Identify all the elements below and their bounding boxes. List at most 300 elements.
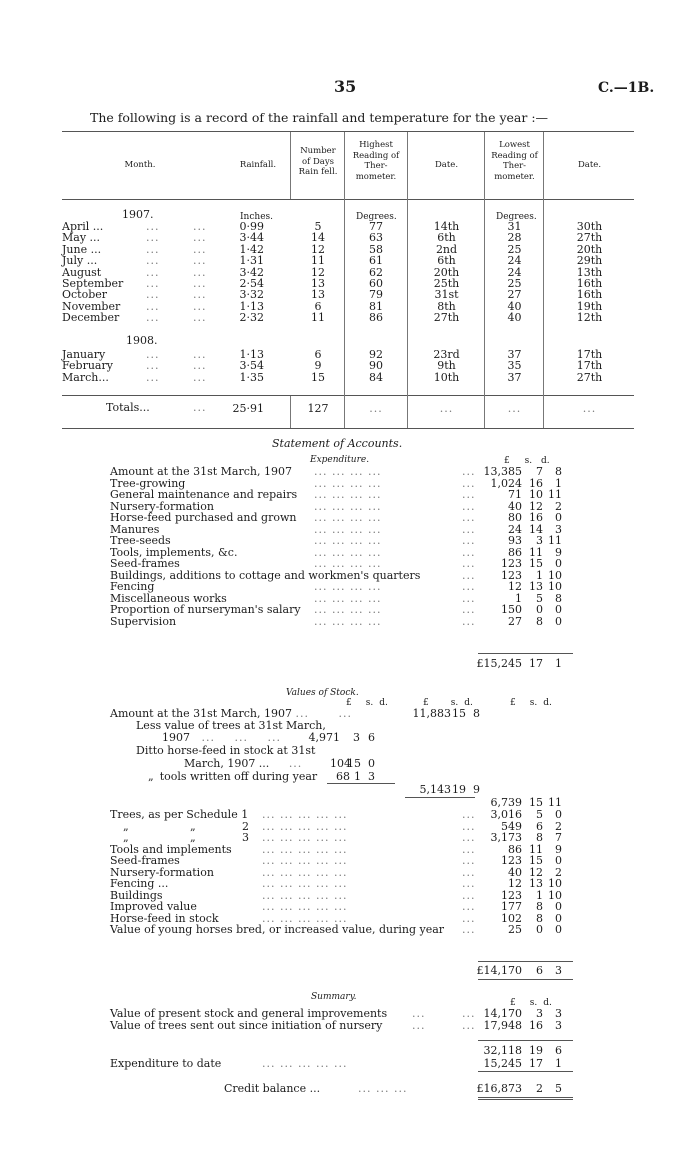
- high-date-cell: 27th: [433, 311, 460, 325]
- expenditure-shillings: 11: [529, 545, 543, 559]
- stock-item-shillings: 15: [529, 854, 543, 867]
- expenditure-label: Miscellaneous works: [110, 591, 227, 605]
- statement-title: Statement of Accounts.: [272, 437, 403, 450]
- expenditure-label: Tree-seeds: [110, 534, 171, 547]
- expenditure-label: Proportion of nurseryman's salary: [110, 603, 301, 616]
- days-cell: 12: [311, 242, 325, 256]
- deductions-total-shillings: 19: [452, 783, 466, 796]
- leader-dots: ... ... ... ...: [314, 614, 382, 628]
- expenditure-label: Tree-growing: [110, 476, 186, 490]
- days-cell: 12: [311, 265, 325, 279]
- rainfall-cell: 3·32: [239, 288, 264, 302]
- stock-item-pounds: 3,016: [490, 808, 522, 821]
- month-cell: September: [62, 277, 124, 290]
- total-rainfall: 25·91: [232, 402, 264, 415]
- stock-net-pounds: 6,739: [490, 796, 522, 809]
- stock-item-row: [0, 844, 700, 856]
- summary-label: Value of trees sent out since initiation of nursery: [110, 1019, 383, 1032]
- less-trees-value-pounds: 4,971: [308, 731, 340, 744]
- expenditure-pence: 8: [555, 591, 562, 605]
- leader-dots: ...: [462, 1007, 476, 1020]
- expenditure-pence: 0: [555, 511, 562, 524]
- expenditure-pounds: 150: [501, 603, 522, 616]
- expenditure-shillings: 1: [536, 568, 543, 582]
- expenditure-pence: 1: [555, 476, 562, 490]
- leader-dots: ...: [412, 1019, 426, 1032]
- leader-dots: ...: [193, 311, 207, 325]
- stock-total-shillings: 6: [536, 964, 543, 977]
- stock-item-shillings: 6: [536, 819, 543, 833]
- stock-item-pounds: 25: [508, 923, 522, 936]
- summary-value-pounds: 14,170: [483, 1007, 522, 1020]
- stock-amount-pence: 8: [473, 707, 480, 720]
- lowest-cell: 24: [507, 265, 522, 279]
- rainfall-cell: 0·99: [239, 220, 264, 233]
- lowest-cell: 25: [507, 242, 522, 256]
- summary-value-shillings: 16: [529, 1019, 543, 1032]
- stock-item-label: Horse-feed in stock: [110, 911, 219, 925]
- leader-dots: ... ... ... ...: [314, 580, 382, 593]
- stock-item-pence: 0: [555, 911, 562, 925]
- days-cell: 14: [311, 231, 325, 245]
- expenditure-pounds: 27: [508, 614, 522, 628]
- leader-dots: ...: [146, 277, 160, 290]
- expenditure-to-date-shillings: 17: [529, 1057, 543, 1070]
- days-cell: 6: [314, 299, 322, 313]
- stock-item-row: [0, 878, 700, 890]
- leader-dots: ...: [462, 614, 476, 628]
- expenditure-pence: 0: [555, 614, 562, 628]
- tools-written-off-label: „ tools written off during year: [148, 770, 318, 783]
- expenditure-pence: 11: [548, 488, 562, 501]
- stock-item-shillings: 12: [529, 865, 543, 879]
- deductions-total-pounds: 5,143: [419, 783, 451, 796]
- leader-dots: ...: [193, 277, 207, 290]
- col-month-header: Month.: [124, 160, 156, 170]
- rain-row: [0, 349, 700, 360]
- total-days: 127: [307, 402, 329, 415]
- rainfall-cell: 1·13: [239, 299, 264, 313]
- leader-dots: ... ... ... ...: [314, 557, 382, 570]
- days-cell: 5: [314, 220, 322, 233]
- stock-amount-label: Amount at the 31st March, 1907 ... ...: [110, 707, 352, 720]
- rain-row: [0, 244, 700, 255]
- expenditure-label: Horse-feed purchased and grown: [110, 511, 297, 524]
- ditto-mark: „: [123, 831, 129, 844]
- stock-title: Values of Stock.: [286, 688, 359, 698]
- low-date-cell: 16th: [576, 277, 603, 290]
- stock-item-row: [0, 821, 700, 833]
- tools-value-pounds: 68: [336, 770, 350, 783]
- days-cell: 11: [311, 311, 325, 325]
- high-date-cell: 10th: [433, 370, 460, 384]
- stock-item-pence: 0: [555, 854, 562, 867]
- leader-dots: ...: [462, 1019, 476, 1032]
- leader-dots: ...: [462, 534, 476, 547]
- stock-currency-header-1: £ s. d.: [346, 698, 388, 708]
- expenditure-pence: 8: [555, 465, 562, 478]
- low-date-cell: 20th: [576, 242, 603, 256]
- rainfall-cell: 1·35: [239, 370, 264, 384]
- leader-dots: ... ... ... ... ...: [262, 808, 348, 821]
- stock-item-shillings: 8: [536, 831, 543, 844]
- highest-cell: 81: [369, 299, 383, 313]
- leader-dots: ...: [146, 370, 160, 384]
- stock-item-pence: 10: [548, 877, 562, 890]
- leader-dots: ... ... ... ...: [314, 545, 382, 559]
- expenditure-label: Supervision: [110, 614, 177, 628]
- stock-item-pounds: 102: [501, 911, 522, 925]
- expenditure-total-pence: 1: [555, 657, 562, 670]
- summary-subtotal-pence: 6: [555, 1044, 562, 1057]
- summary-value-pence: 3: [555, 1007, 562, 1020]
- expenditure-shillings: 15: [529, 557, 543, 570]
- expenditure-shillings: 7: [536, 465, 543, 478]
- rainfall-cell: 1·31: [239, 254, 264, 268]
- col-date2-header: Date.: [577, 160, 602, 170]
- highest-cell: 58: [369, 242, 383, 256]
- rain-row: [0, 232, 700, 243]
- expenditure-pounds: 80: [508, 511, 522, 524]
- currency-header: £ s. d.: [504, 456, 550, 466]
- leader-dots: ... ... ... ... ...: [262, 877, 348, 890]
- leader-dots: ...: [462, 831, 476, 844]
- leader-dots: ... ... ... ...: [314, 511, 382, 524]
- leader-dots: ...: [462, 854, 476, 867]
- expenditure-pounds: 1: [515, 591, 522, 605]
- rain-row: [0, 255, 700, 266]
- low-date-cell: 19th: [576, 299, 603, 313]
- stock-item-shillings: 1: [536, 888, 543, 902]
- rain-row: [0, 372, 700, 383]
- stock-item-pence: 7: [555, 831, 562, 844]
- month-cell: June ...: [62, 242, 102, 256]
- leader-dots: ...: [462, 557, 476, 570]
- high-date-cell: 31st: [434, 288, 459, 302]
- stock-item-pounds: 549: [501, 819, 522, 833]
- leader-dots: ... ... ... ... ...: [262, 842, 348, 856]
- stock-item-pounds: 177: [501, 900, 522, 913]
- leader-dots: ...: [146, 231, 160, 245]
- stock-item-shillings: 8: [536, 911, 543, 925]
- horsefeed-value-pounds: 104: [330, 757, 351, 770]
- stock-item-pence: 0: [555, 900, 562, 913]
- low-date-cell: 27th: [576, 370, 603, 384]
- intro-text: The following is a record of the rainfall and temperature for the year :—: [90, 110, 549, 125]
- leader-dots: ...: [412, 1007, 426, 1020]
- low-date-cell: 12th: [576, 311, 603, 325]
- col-lowest-header: Lowest Reading of Ther- mometer.: [491, 140, 538, 182]
- expenditure-total-pounds: £15,245: [476, 657, 522, 670]
- leader-dots: ... ... ... ...: [314, 465, 382, 478]
- less-trees-line1: Less value of trees at 31st March,: [136, 719, 326, 732]
- stock-item-pounds: 86: [508, 842, 522, 856]
- lowest-cell: 28: [507, 231, 522, 245]
- stock-item-row: [0, 832, 700, 844]
- month-cell: March...: [62, 370, 109, 384]
- highest-cell: 92: [369, 348, 383, 361]
- leader-dots: ... ... ... ...: [314, 534, 382, 547]
- rainfall-cell: 3·42: [239, 265, 264, 279]
- low-date-cell: 16th: [576, 288, 603, 302]
- expenditure-pounds: 93: [508, 534, 522, 547]
- expenditure-shillings: 16: [529, 476, 543, 490]
- stock-net-pence: 11: [548, 796, 562, 809]
- expenditure-pounds: 40: [508, 499, 522, 513]
- expenditure-label: Amount at the 31st March, 1907: [110, 465, 292, 478]
- highest-cell: 79: [369, 288, 383, 302]
- low-date-cell: 13th: [576, 265, 603, 279]
- unit-degrees-low: Degrees.: [496, 212, 537, 222]
- stock-item-pounds: 123: [501, 888, 522, 902]
- expenditure-pence: 0: [555, 557, 562, 570]
- expenditure-shillings: 13: [529, 580, 543, 593]
- leader-dots: ... ... ... ...: [314, 591, 382, 605]
- leader-dots: ...: [146, 220, 160, 233]
- month-cell: January: [62, 348, 106, 361]
- stock-amount-shillings: 15: [452, 707, 466, 720]
- leader-dots: ... ... ... ... ...: [262, 831, 348, 844]
- stock-item-row: [0, 924, 700, 936]
- leader-dots: ...: [462, 911, 476, 925]
- expenditure-shillings: 3: [536, 534, 543, 547]
- highest-cell: 77: [369, 220, 383, 233]
- low-date-cell: 29th: [576, 254, 603, 268]
- total-date-empty: ...: [439, 402, 454, 415]
- days-cell: 6: [314, 348, 322, 361]
- leader-dots: ...: [462, 465, 476, 478]
- totals-label: Totals...: [106, 401, 150, 414]
- month-cell: December: [62, 311, 120, 325]
- year-1907-label: 1907.: [122, 208, 154, 221]
- leader-dots: ...: [462, 808, 476, 821]
- expenditure-pence: 3: [555, 522, 562, 536]
- leader-dots: ... ... ... ...: [314, 522, 382, 536]
- stock-item-label: Tools and implements: [110, 842, 232, 856]
- leader-dots: ...: [193, 231, 207, 245]
- leader-dots: ... ... ... ... ...: [262, 911, 348, 925]
- rain-row: [0, 267, 700, 278]
- high-date-cell: 23rd: [433, 348, 460, 361]
- stock-item-shillings: 5: [536, 808, 543, 821]
- leader-dots: ... ... ... ...: [314, 488, 382, 501]
- less-trees-line2: 1907 ... ... ...: [162, 731, 281, 744]
- leader-dots: ...: [146, 242, 160, 256]
- high-date-cell: 6th: [437, 231, 456, 245]
- days-cell: 13: [311, 288, 325, 302]
- stock-item-row: [0, 901, 700, 913]
- summary-title: Summary.: [311, 992, 357, 1002]
- expenditure-pounds: 123: [501, 557, 522, 570]
- rain-row: [0, 312, 700, 323]
- leader-dots: ...: [193, 299, 207, 313]
- days-cell: 9: [314, 359, 322, 373]
- lowest-cell: 25: [507, 277, 522, 290]
- leader-dots: ...: [462, 877, 476, 890]
- stock-item-pence: 0: [555, 808, 562, 821]
- stock-total-pence: 3: [555, 964, 562, 977]
- rainfall-cell: 1·13: [239, 348, 264, 361]
- col-rainfall-header: Rainfall.: [239, 160, 277, 170]
- col-date-header: Date.: [434, 160, 459, 170]
- leader-dots: ... ... ... ...: [314, 499, 382, 513]
- expenditure-shillings: 14: [529, 522, 543, 536]
- rainfall-cell: 3·54: [239, 359, 264, 373]
- expenditure-pence: 2: [555, 499, 562, 513]
- lowest-cell: 35: [507, 359, 522, 373]
- low-date-cell: 27th: [576, 231, 603, 245]
- rainfall-cell: 1·42: [239, 242, 264, 256]
- lowest-cell: 40: [507, 311, 522, 325]
- stock-currency-header-3: £ s. d.: [510, 698, 552, 708]
- stock-item-pence: 9: [555, 842, 562, 856]
- leader-dots: ...: [193, 242, 207, 256]
- lowest-cell: 37: [507, 348, 522, 361]
- rain-row: [0, 360, 700, 371]
- lowest-cell: 27: [507, 288, 522, 302]
- stock-item-shillings: 8: [536, 900, 543, 913]
- credit-balance-label: Credit balance ...: [224, 1082, 321, 1095]
- stock-item-pounds: 40: [508, 865, 522, 879]
- summary-value-pounds: 17,948: [483, 1019, 522, 1032]
- ditto-horsefeed-line1: Ditto horse-feed in stock at 31st: [136, 744, 316, 757]
- expenditure-pounds: 71: [508, 488, 522, 501]
- rain-row: [0, 221, 700, 232]
- col-days-header: Number of Days Rain fell.: [298, 146, 338, 177]
- expenditure-shillings: 12: [529, 499, 543, 513]
- leader-dots: ... ... ... ... ...: [262, 888, 348, 902]
- leader-dots: ...: [462, 865, 476, 879]
- ditto-mark: „: [123, 819, 129, 833]
- expenditure-pounds: 86: [508, 545, 522, 559]
- leader-dots: ...: [462, 900, 476, 913]
- page-number: 35: [334, 77, 357, 96]
- leader-dots: ...: [462, 476, 476, 490]
- horsefeed-value-shillings: 15: [347, 757, 361, 770]
- highest-cell: 62: [369, 265, 383, 279]
- days-cell: 13: [311, 277, 325, 290]
- month-cell: April ...: [62, 220, 104, 233]
- leader-dots: ...: [193, 401, 207, 414]
- leader-dots: ...: [193, 254, 207, 268]
- rainfall-cell: 2·32: [239, 311, 264, 325]
- expenditure-label: General maintenance and repairs: [110, 488, 298, 501]
- stock-item-row: [0, 867, 700, 879]
- leader-dots: ... ... ... ... ...: [262, 1057, 348, 1070]
- leader-dots: ...: [462, 923, 476, 936]
- leader-dots: ...: [146, 299, 160, 313]
- stock-total-pounds: £14,170: [476, 964, 522, 977]
- high-date-cell: 14th: [433, 220, 460, 233]
- leader-dots: ...: [193, 348, 207, 361]
- leader-dots: ...: [462, 568, 476, 582]
- expenditure-shillings: 5: [536, 591, 543, 605]
- expenditure-pounds: 13,385: [483, 465, 522, 478]
- expenditure-label: Nursery-formation: [110, 499, 214, 513]
- expenditure-label: Buildings, additions to cottage and workmen's quarters: [110, 568, 421, 582]
- leader-dots: ... ... ... ...: [314, 603, 382, 616]
- lowest-cell: 37: [507, 370, 522, 384]
- expenditure-pounds: 1,024: [490, 476, 522, 490]
- month-cell: August: [62, 265, 102, 279]
- credit-balance-pence: 5: [555, 1082, 562, 1095]
- less-trees-value-shillings: 3: [353, 731, 360, 744]
- expenditure-label: Fencing: [110, 580, 155, 593]
- lowest-cell: 40: [507, 299, 522, 313]
- expenditure-pence: 10: [548, 568, 562, 582]
- stock-item-row: [0, 809, 700, 821]
- stock-item-label: Value of young horses bred, or increased value, during year: [110, 923, 445, 936]
- leader-dots: ...: [462, 545, 476, 559]
- expenditure-pence: 0: [555, 603, 562, 616]
- highest-cell: 90: [369, 359, 383, 373]
- year-1908-label: 1908.: [126, 334, 158, 347]
- expenditure-pounds: 123: [501, 568, 522, 582]
- credit-balance-shillings: 2: [536, 1082, 543, 1095]
- horsefeed-value-pence: 0: [368, 757, 375, 770]
- leader-dots: ...: [462, 511, 476, 524]
- leader-dots: ...: [193, 370, 207, 384]
- low-date-cell: 17th: [576, 359, 603, 373]
- highest-cell: 86: [369, 311, 383, 325]
- leader-dots: ...: [146, 348, 160, 361]
- expenditure-label: Manures: [110, 522, 160, 536]
- stock-item-row: [0, 855, 700, 867]
- total-date2-empty: ...: [582, 402, 597, 415]
- rain-row: [0, 278, 700, 289]
- less-trees-value-pence: 6: [368, 731, 375, 744]
- unit-inches: Inches.: [240, 212, 273, 222]
- leader-dots: ... ... ...: [358, 1082, 408, 1095]
- leader-dots: ...: [462, 580, 476, 593]
- total-low-empty: ...: [507, 402, 522, 415]
- leader-dots: ...: [146, 288, 160, 302]
- expenditure-shillings: 0: [536, 603, 543, 616]
- summary-row: [0, 1020, 700, 1032]
- ditto-mark: „: [190, 831, 196, 844]
- rain-row: [0, 301, 700, 312]
- leader-dots: ...: [462, 603, 476, 616]
- tools-value-pence: 3: [368, 770, 375, 783]
- high-date-cell: 25th: [433, 277, 460, 290]
- expenditure-pence: 9: [555, 545, 562, 559]
- leader-dots: ...: [462, 591, 476, 605]
- ditto-horsefeed-line2: March, 1907 ... ...: [184, 757, 303, 770]
- stock-item-shillings: 13: [529, 877, 543, 890]
- leader-dots: ...: [193, 288, 207, 302]
- leader-dots: ...: [193, 265, 207, 279]
- deductions-total-pence: 9: [473, 783, 480, 796]
- summary-currency-header: £ s. d.: [510, 998, 552, 1008]
- unit-degrees-high: Degrees.: [356, 212, 397, 222]
- col-highest-header: Highest Reading of Ther- mometer.: [352, 140, 400, 182]
- leader-dots: ...: [193, 220, 207, 233]
- low-date-cell: 30th: [576, 220, 603, 233]
- stock-item-pence: 0: [555, 923, 562, 936]
- expenditure-pence: 11: [548, 534, 562, 547]
- expenditure-pounds: 24: [508, 522, 522, 536]
- stock-net-shillings: 15: [529, 796, 543, 809]
- leader-dots: ...: [462, 499, 476, 513]
- summary-value-shillings: 3: [536, 1007, 543, 1020]
- expenditure-shillings: 8: [536, 614, 543, 628]
- month-cell: July ...: [62, 254, 98, 268]
- expenditure-to-date-label: Expenditure to date: [110, 1057, 222, 1070]
- high-date-cell: 8th: [437, 299, 456, 313]
- credit-balance-pounds: £16,873: [476, 1082, 522, 1095]
- lowest-cell: 31: [507, 220, 522, 233]
- lowest-cell: 24: [507, 254, 522, 268]
